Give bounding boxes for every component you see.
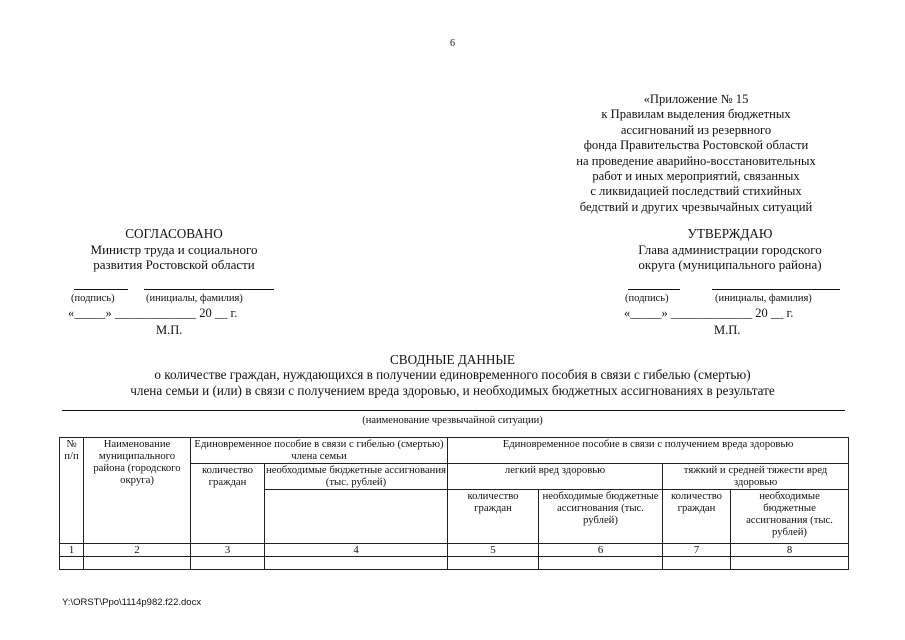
- appendix-line: к Правилам выделения бюджетных: [601, 107, 791, 122]
- table-cell: [84, 557, 191, 570]
- title-line: члена семьи и (или) в связи с получением вреда здоровью, и необходимых бюджетных ассигнованиях в результате: [130, 382, 775, 398]
- signature-line: [74, 289, 128, 290]
- column-number: 5: [448, 544, 539, 557]
- summary-table: [59, 437, 849, 570]
- signature-line: [628, 289, 680, 290]
- header-severe-count: количество граждан: [663, 490, 731, 544]
- agreed-date-line: «_____» _____________ 20 __ г.: [68, 306, 238, 320]
- column-number: 2: [84, 544, 191, 557]
- header-severe-harm: тяжкий и средней тяжести вред здоровью: [663, 464, 849, 490]
- column-number: 4: [265, 544, 448, 557]
- header-light-count: количество граждан: [448, 490, 539, 544]
- column-number: 8: [731, 544, 849, 557]
- header-death-funds: необходимые бюджетные ассигнования (тыс. рублей): [266, 464, 447, 488]
- page-number: 6: [450, 38, 455, 49]
- approved-org-line: Глава администрации городского: [638, 241, 822, 257]
- signature-label: (подпись): [71, 293, 115, 304]
- column-number: 7: [663, 544, 731, 557]
- appendix-line: работ и иных мероприятий, связанных: [592, 169, 800, 184]
- approved-date-line: «_____» _____________ 20 __ г.: [624, 306, 794, 320]
- approved-heading: УТВЕРЖДАЮ: [687, 226, 773, 241]
- table-cell: [448, 557, 539, 570]
- title-line: о количестве граждан, нуждающихся в получении единовременного пособия в связи с гибелью (смертью): [154, 367, 751, 383]
- name-line: [712, 289, 840, 290]
- column-number: 6: [539, 544, 663, 557]
- agreed-org-line: развития Ростовской области: [93, 257, 255, 273]
- approved-signature-row: [600, 289, 860, 307]
- agreed-block: [44, 226, 304, 273]
- appendix-line: ассигнований из резервного: [620, 122, 772, 137]
- header-num: № п/п: [60, 438, 84, 544]
- table-cell: [191, 557, 265, 570]
- table-cell: [265, 557, 448, 570]
- appendix-line: фонда Правительства Ростовской области: [583, 138, 809, 153]
- appendix-line: с ликвидацией последствий стихийных: [590, 184, 802, 199]
- name-line: [144, 289, 274, 290]
- appendix-header: [540, 92, 852, 215]
- header-severe-funds: необходимые бюджетные ассигнования (тыс. рублей): [731, 490, 849, 544]
- header-death-count: количество граждан: [191, 464, 265, 544]
- table-row: [60, 557, 849, 570]
- agreed-org-line: Министр труда и социального: [90, 241, 258, 257]
- agreed-signature-row: [44, 289, 304, 307]
- approved-org-line: округа (муниципального района): [638, 257, 822, 273]
- name-label: (инициалы, фамилия): [146, 293, 243, 304]
- header-light-harm: легкий вред здоровью: [448, 464, 663, 490]
- agreed-heading: СОГЛАСОВАНО: [125, 226, 223, 241]
- title-heading: СВОДНЫЕ ДАННЫЕ: [390, 352, 515, 367]
- agreed-stamp-mark: М.П.: [156, 323, 183, 337]
- header-death-benefit: Единовременное пособие в связи с гибелью (смертью) члена семьи: [191, 438, 448, 464]
- table-cell: [60, 557, 84, 570]
- column-number: 3: [191, 544, 265, 557]
- approved-stamp-mark: М.П.: [714, 323, 741, 337]
- appendix-line: на проведение аварийно-восстановительных: [576, 153, 816, 168]
- header-light-funds: необходимые бюджетные ассигнования (тыс. рублей): [539, 490, 663, 544]
- signature-label: (подпись): [625, 293, 669, 304]
- table-cell: [731, 557, 849, 570]
- file-path-footer: Y:\ORST\Ppo\1114p982.f22.docx: [62, 597, 202, 608]
- column-number: 1: [60, 544, 84, 557]
- empty-cell: [265, 490, 448, 544]
- emergency-name-caption: (наименование чрезвычайной ситуации): [362, 415, 543, 426]
- table-cell: [539, 557, 663, 570]
- appendix-line: бедствий и других чрезвычайных ситуаций: [579, 199, 813, 214]
- approved-block: [600, 226, 860, 273]
- column-number-row: [60, 544, 849, 557]
- table-cell: [663, 557, 731, 570]
- header-municipality: Наименование муниципального района (городского округа): [84, 438, 191, 544]
- document-title: [0, 352, 905, 398]
- appendix-line: «Приложение № 15: [643, 92, 749, 106]
- name-label: (инициалы, фамилия): [715, 293, 812, 304]
- emergency-name-line: [62, 410, 845, 411]
- header-health-benefit: Единовременное пособие в связи с получением вреда здоровью: [448, 438, 849, 464]
